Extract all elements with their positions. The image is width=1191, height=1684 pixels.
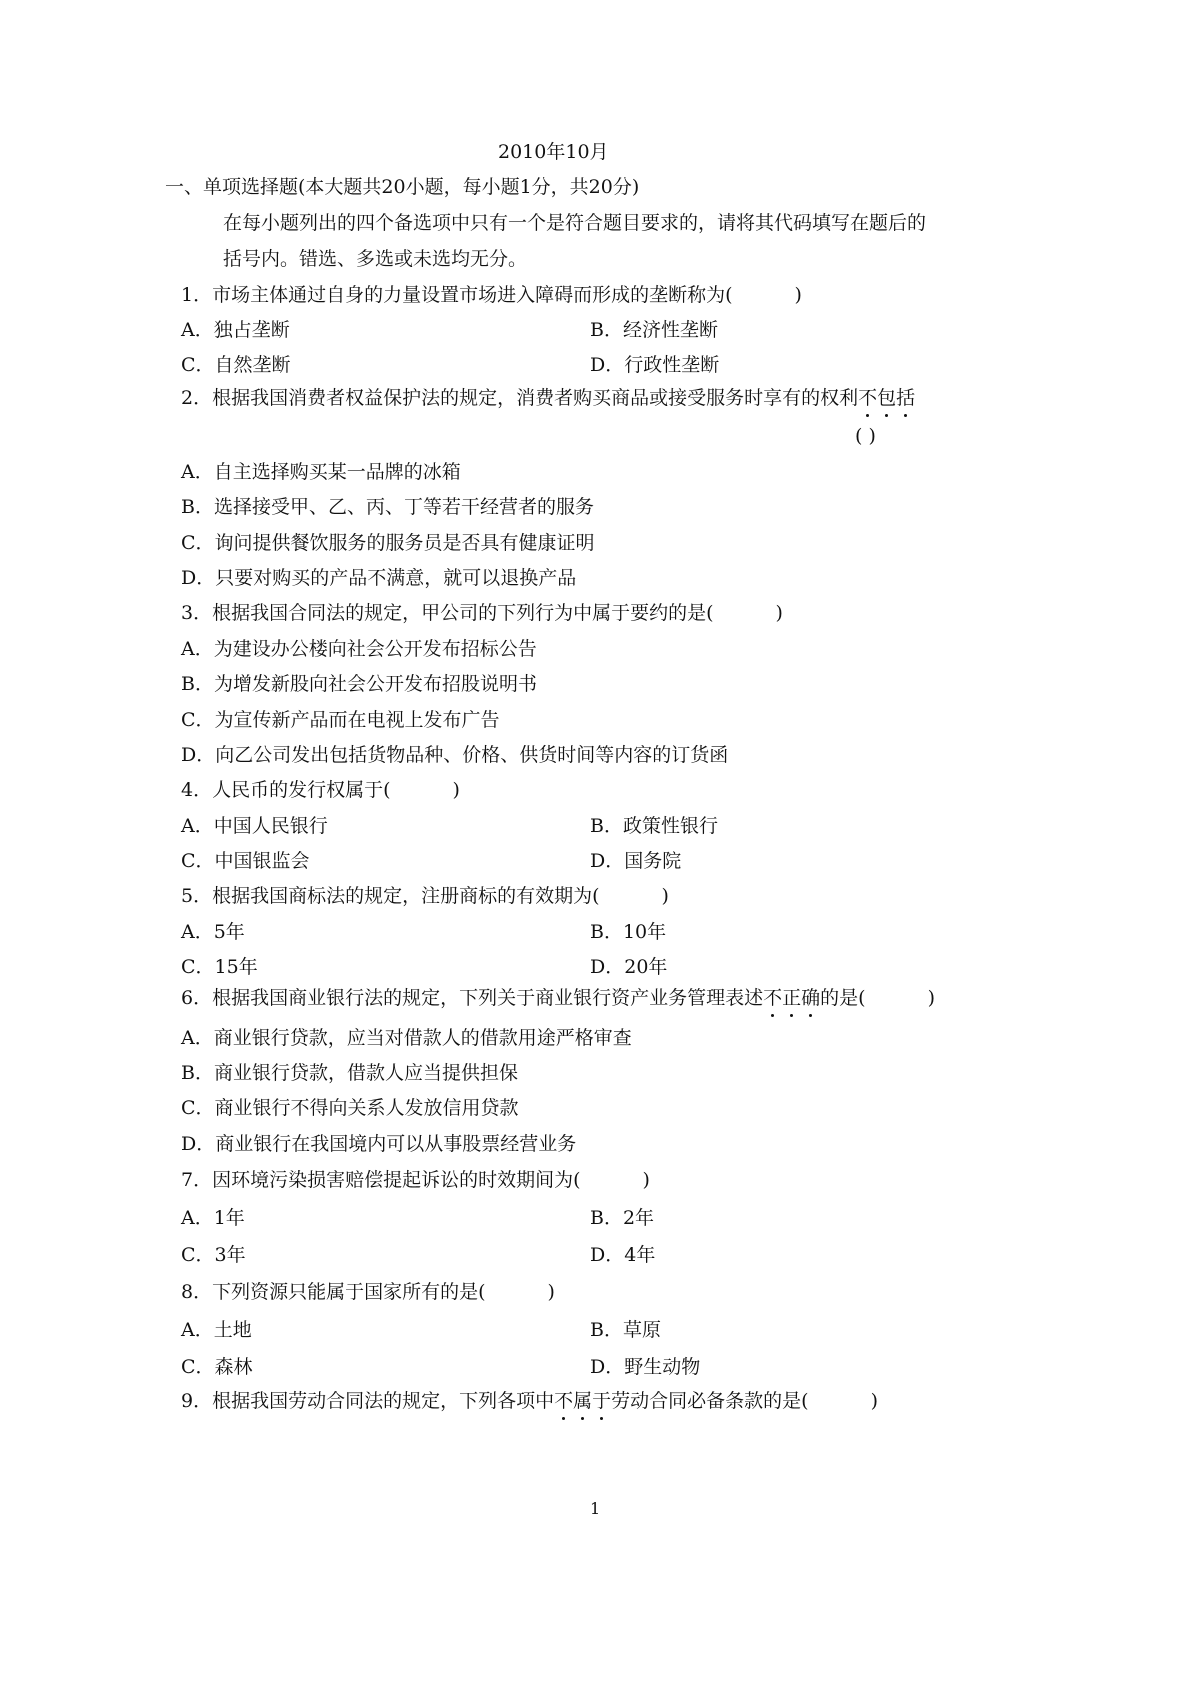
question-2 [181,386,915,410]
option-c: C．中国银监会 [181,850,310,872]
answer-paren: ( ) [855,425,876,447]
option-d: D．20年 [590,956,668,978]
emphasis-char: 不 [554,1390,574,1412]
question-1 [181,283,802,307]
question-3 [181,601,783,625]
question-stem: 4．人民币的发行权属于( [181,779,391,801]
option-b: B．草原 [590,1319,661,1341]
emphasis-char: 包 [877,387,897,409]
question-close-paren: ) [794,284,802,306]
option-d: D．向乙公司发出包括货物品种、价格、供货时间等内容的订货函 [181,744,729,766]
option-d: D．4年 [590,1244,656,1266]
option-c: C．为宣传新产品而在电视上发布广告 [181,709,500,731]
option-c: C．3年 [181,1244,246,1266]
option-c: C．商业银行不得向关系人发放信用贷款 [181,1097,519,1119]
question-stem-tail: 劳动合同必备条款的是( [611,1390,809,1412]
question-stem: 7．因环境污染损害赔偿提起诉讼的时效期间为( [181,1169,581,1191]
option-c: C．森林 [181,1356,253,1378]
option-a: A．独占垄断 [181,319,290,341]
question-stem: 2．根据我国消费者权益保护法的规定，消费者购买商品或接受服务时享有的权利 [181,387,859,409]
question-close-paren: ) [661,885,669,907]
exam-date: 2010年10月 [498,141,609,163]
option-a: A．商业银行贷款，应当对借款人的借款用途严格审查 [181,1027,632,1049]
option-b: B．为增发新股向社会公开发布招股说明书 [181,673,537,695]
emphasis-char: 正 [782,987,802,1009]
question-8 [181,1280,555,1304]
option-b: B．2年 [590,1207,655,1229]
emphasis-char: 括 [896,387,916,409]
question-stem: 3．根据我国合同法的规定，甲公司的下列行为中属于要约的是( [181,602,714,624]
question-stem-tail: 的是( [820,987,866,1009]
option-b: B．经济性垄断 [590,319,718,341]
question-stem: 8．下列资源只能属于国家所有的是( [181,1281,486,1303]
option-d: D．行政性垄断 [590,354,720,376]
option-a: A．中国人民银行 [181,815,328,837]
question-close-paren: ) [547,1281,555,1303]
option-b: B．选择接受甲、乙、丙、丁等若干经营者的服务 [181,496,594,518]
option-a: A．1年 [181,1207,245,1229]
section-intro-line2: 括号内。错选、多选或未选均无分。 [223,248,528,270]
section-title: 一、单项选择题(本大题共20小题，每小题1分，共20分) [165,176,640,198]
section-intro-line1: 在每小题列出的四个备选项中只有一个是符合题目要求的，请将其代码填写在题后的 [223,212,927,234]
option-d: D．国务院 [590,850,682,872]
emphasis-char: 属 [573,1390,593,1412]
option-d: D．野生动物 [590,1356,701,1378]
emphasis-char: 确 [801,987,821,1009]
option-a: A．5年 [181,921,245,943]
question-close-paren: ) [927,987,935,1009]
question-7 [181,1168,650,1192]
option-b: B．政策性银行 [590,815,718,837]
question-stem: 6．根据我国商业银行法的规定，下列关于商业银行资产业务管理表述 [181,987,764,1009]
question-close-paren: ) [642,1169,650,1191]
question-stem: 5．根据我国商标法的规定，注册商标的有效期为( [181,885,600,907]
question-4 [181,778,460,802]
question-5 [181,884,669,908]
emphasis-char: 不 [763,987,783,1009]
page-number: 1 [590,1499,601,1518]
question-stem: 1．市场主体通过自身的力量设置市场进入障碍而形成的垄断称为( [181,284,733,306]
option-a: A．自主选择购买某一品牌的冰箱 [181,461,461,483]
option-c: C．15年 [181,956,258,978]
option-b: B．10年 [590,921,667,943]
option-a: A．为建设办公楼向社会公开发布招标公告 [181,638,537,660]
question-9 [181,1389,878,1413]
question-close-paren: ) [870,1390,878,1412]
option-d: D．商业银行在我国境内可以从事股票经营业务 [181,1133,577,1155]
option-a: A．土地 [181,1319,252,1341]
option-b: B．商业银行贷款，借款人应当提供担保 [181,1062,518,1084]
option-c: C．自然垄断 [181,354,291,376]
question-6 [181,986,935,1010]
emphasis-char: 不 [858,387,878,409]
question-close-paren: ) [775,602,783,624]
option-d: D．只要对购买的产品不满意，就可以退换产品 [181,567,577,589]
question-close-paren: ) [452,779,460,801]
question-stem: 9．根据我国劳动合同法的规定，下列各项中 [181,1390,555,1412]
emphasis-char: 于 [592,1390,612,1412]
option-c: C．询问提供餐饮服务的服务员是否具有健康证明 [181,532,595,554]
